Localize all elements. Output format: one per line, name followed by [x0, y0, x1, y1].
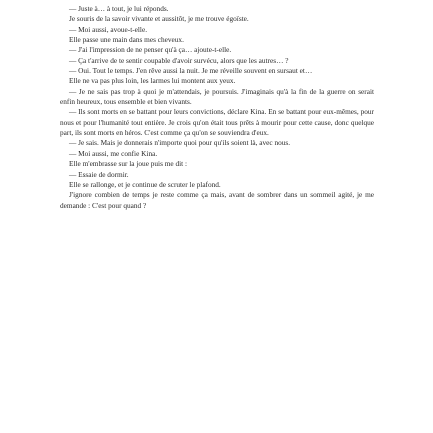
paragraph: — Moi aussi, avoue-t-elle.: [69, 24, 148, 34]
page-text: [60, 4, 374, 211]
paragraph: Elle passe une main dans mes cheveux.: [69, 35, 184, 45]
paragraph: — Je sais. Mais je donnerais n'importe quoi pour qu'ils soient là, avec nous.: [69, 138, 291, 148]
paragraph: — Je ne sais pas trop à quoi je m'attendais, je poursuis. J'imaginais qu'à la fin de la guerre on serait enfin heureux, tous ensemble et bien vivants.: [60, 86, 374, 107]
paragraph: Je souris de la savoir vivante et aussitôt, je me trouve égoïste.: [69, 14, 249, 24]
paragraph: Elle se rallonge, et je continue de scruter le plafond.: [69, 179, 221, 189]
paragraph: Elle ne va pas plus loin, les larmes lui montent aux yeux.: [69, 76, 236, 86]
paragraph: J'ignore combien de temps je reste comme ça mais, avant de sombrer dans un sommeil agité, je me demande : C'est pour quand ?: [60, 190, 374, 210]
paragraph: — J'ai l'impression de ne penser qu'à ça… ajoute-t-elle.: [69, 45, 232, 55]
paragraph: — Ils sont morts en se battant pour leurs convictions, déclare Kina. En se battant pour eux-mêmes, pour nous et pour l'humanité tout entière. Je crois qu'on était tous prêts à mourir pour cette cause, donc quelque part, ils sont morts en héros. C'est comme ça qu'on se souviendra d'eux.: [60, 107, 374, 138]
paragraph: — Oui. Tout le temps. J'en rêve aussi la nuit. Je me réveille souvent en sursaut et…: [69, 66, 313, 76]
paragraph: — Ça t'arrive de te sentir coupable d'avoir survécu, alors que les autres… ?: [69, 55, 289, 65]
paragraph: — Moi aussi, me confie Kina.: [69, 148, 158, 158]
paragraph: — Essaie de dormir.: [69, 169, 129, 179]
paragraph: Elle m'embrasse sur la joue puis me dit :: [69, 159, 188, 169]
paragraph: — Juste à… à tout, je lui réponds.: [69, 4, 169, 13]
